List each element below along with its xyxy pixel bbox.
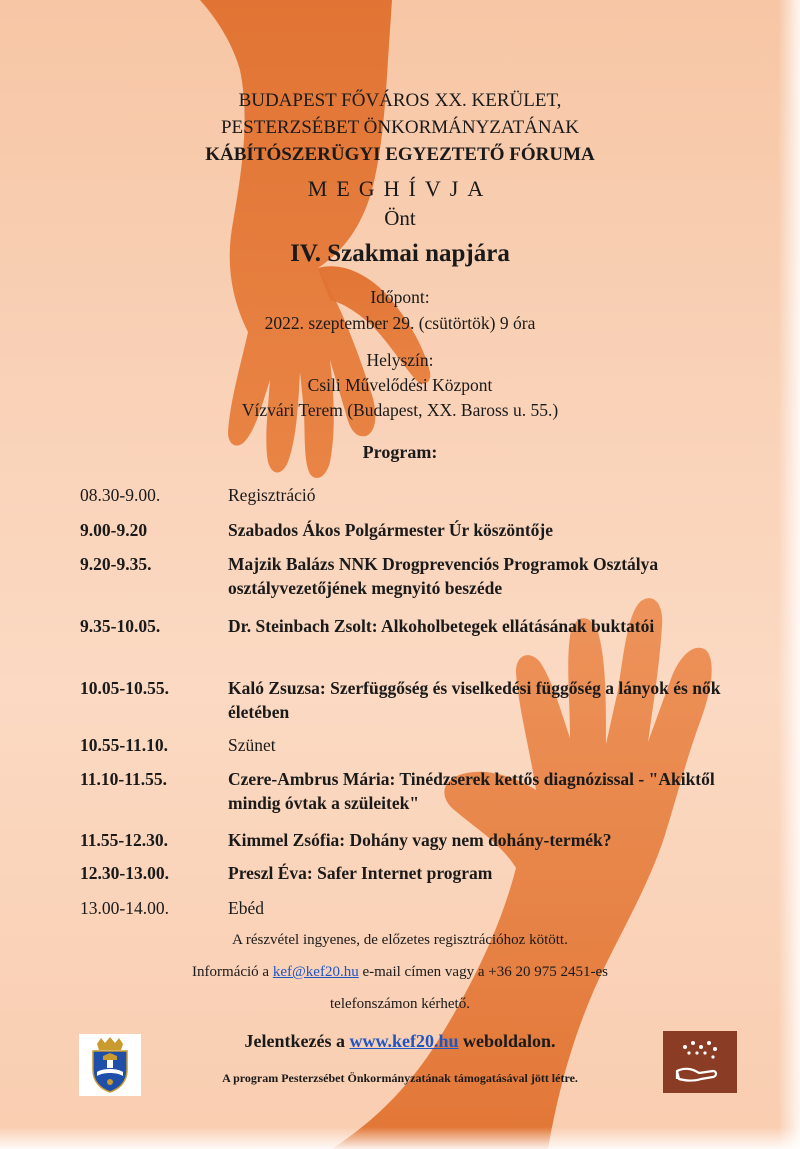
website-link[interactable]: www.kef20.hu xyxy=(349,1031,459,1051)
email-link[interactable]: kef@kef20.hu xyxy=(272,964,359,980)
program-time: 08.30-9.00. xyxy=(80,485,161,505)
program-text: Kaló Zsuzsa: Szerfüggőség és viselkedési függőség a lányok és nők életében xyxy=(228,678,721,722)
program-text: Czere-Ambrus Mária: Tinédzserek kettős diagnózissal - "Akiktől mindig óvtak a szüleitek" xyxy=(228,769,715,813)
program-time: 13.00-14.00. xyxy=(80,898,169,918)
program-time: 9.35-10.05. xyxy=(80,616,161,636)
program-time: 12.30-13.00. xyxy=(80,863,169,883)
event-title: IV. Szakmai napjára xyxy=(290,240,510,267)
program-text: Majzik Balázs NNK Drogprevenciós Programok Osztálya osztályvezetőjének megnyitó beszéde xyxy=(228,554,659,598)
phone-line: telefonszámon kérhető. xyxy=(330,996,470,1012)
time-label: Időpont: xyxy=(370,287,430,307)
program-time: 11.10-11.55. xyxy=(80,769,168,789)
program-time: 11.55-12.30. xyxy=(80,830,168,850)
kef-hand-logo-icon xyxy=(663,1031,737,1093)
program-text: Preszl Éva: Safer Internet program xyxy=(228,863,493,883)
venue-label: Helyszín: xyxy=(366,350,434,370)
participation-note: A részvétel ingyenes, de előzetes regisztrációhoz kötött. xyxy=(232,932,568,948)
program-time: 9.20-9.35. xyxy=(80,554,152,574)
organizer-line-2: PESTERZSÉBET ÖNKORMÁNYZATÁNAK xyxy=(220,117,580,138)
info-line xyxy=(0,964,800,981)
signup-suffix: weboldalon. xyxy=(458,1031,556,1051)
venue-line-2: Vízvári Terem (Budapest, XX. Baross u. 55.) xyxy=(241,400,559,420)
pesterzsebet-crest-icon xyxy=(79,1034,141,1096)
program-heading: Program: xyxy=(362,442,438,462)
program-text: Szünet xyxy=(228,735,276,755)
time-value: 2022. szeptember 29. (csütörtök) 9 óra xyxy=(264,313,536,333)
organizer-line-1: BUDAPEST FŐVÁROS XX. KERÜLET, xyxy=(238,90,562,111)
program-text: Regisztráció xyxy=(228,485,316,505)
program-text: Dr. Steinbach Zsolt: Alkoholbetegek ellátásának buktatói xyxy=(228,616,655,636)
signup-prefix: Jelentkezés a xyxy=(244,1031,350,1051)
info-suffix: e-mail címen vagy a +36 20 975 2451-es xyxy=(358,964,608,980)
program-text: Szabados Ákos Polgármester Úr köszöntője xyxy=(228,520,554,540)
info-prefix: Információ a xyxy=(192,964,273,980)
program-time: 10.55-11.10. xyxy=(80,735,168,755)
program-time: 10.05-10.55. xyxy=(80,678,169,698)
program-text: Ebéd xyxy=(228,898,264,918)
invite-object: Önt xyxy=(384,206,416,230)
venue-line-1: Csili Művelődési Központ xyxy=(307,375,493,395)
program-text: Kimmel Zsófia: Dohány vagy nem dohány-termék? xyxy=(228,830,612,850)
organizer-line-3: KÁBÍTÓSZERÜGYI EGYEZTETŐ FÓRUMA xyxy=(205,144,595,165)
support-note: A program Pesterzsébet Önkormányzatának támogatásával jött létre. xyxy=(222,1071,578,1085)
invite-verb: MEGHÍVJA xyxy=(307,176,493,201)
program-time: 9.00-9.20 xyxy=(80,520,148,540)
